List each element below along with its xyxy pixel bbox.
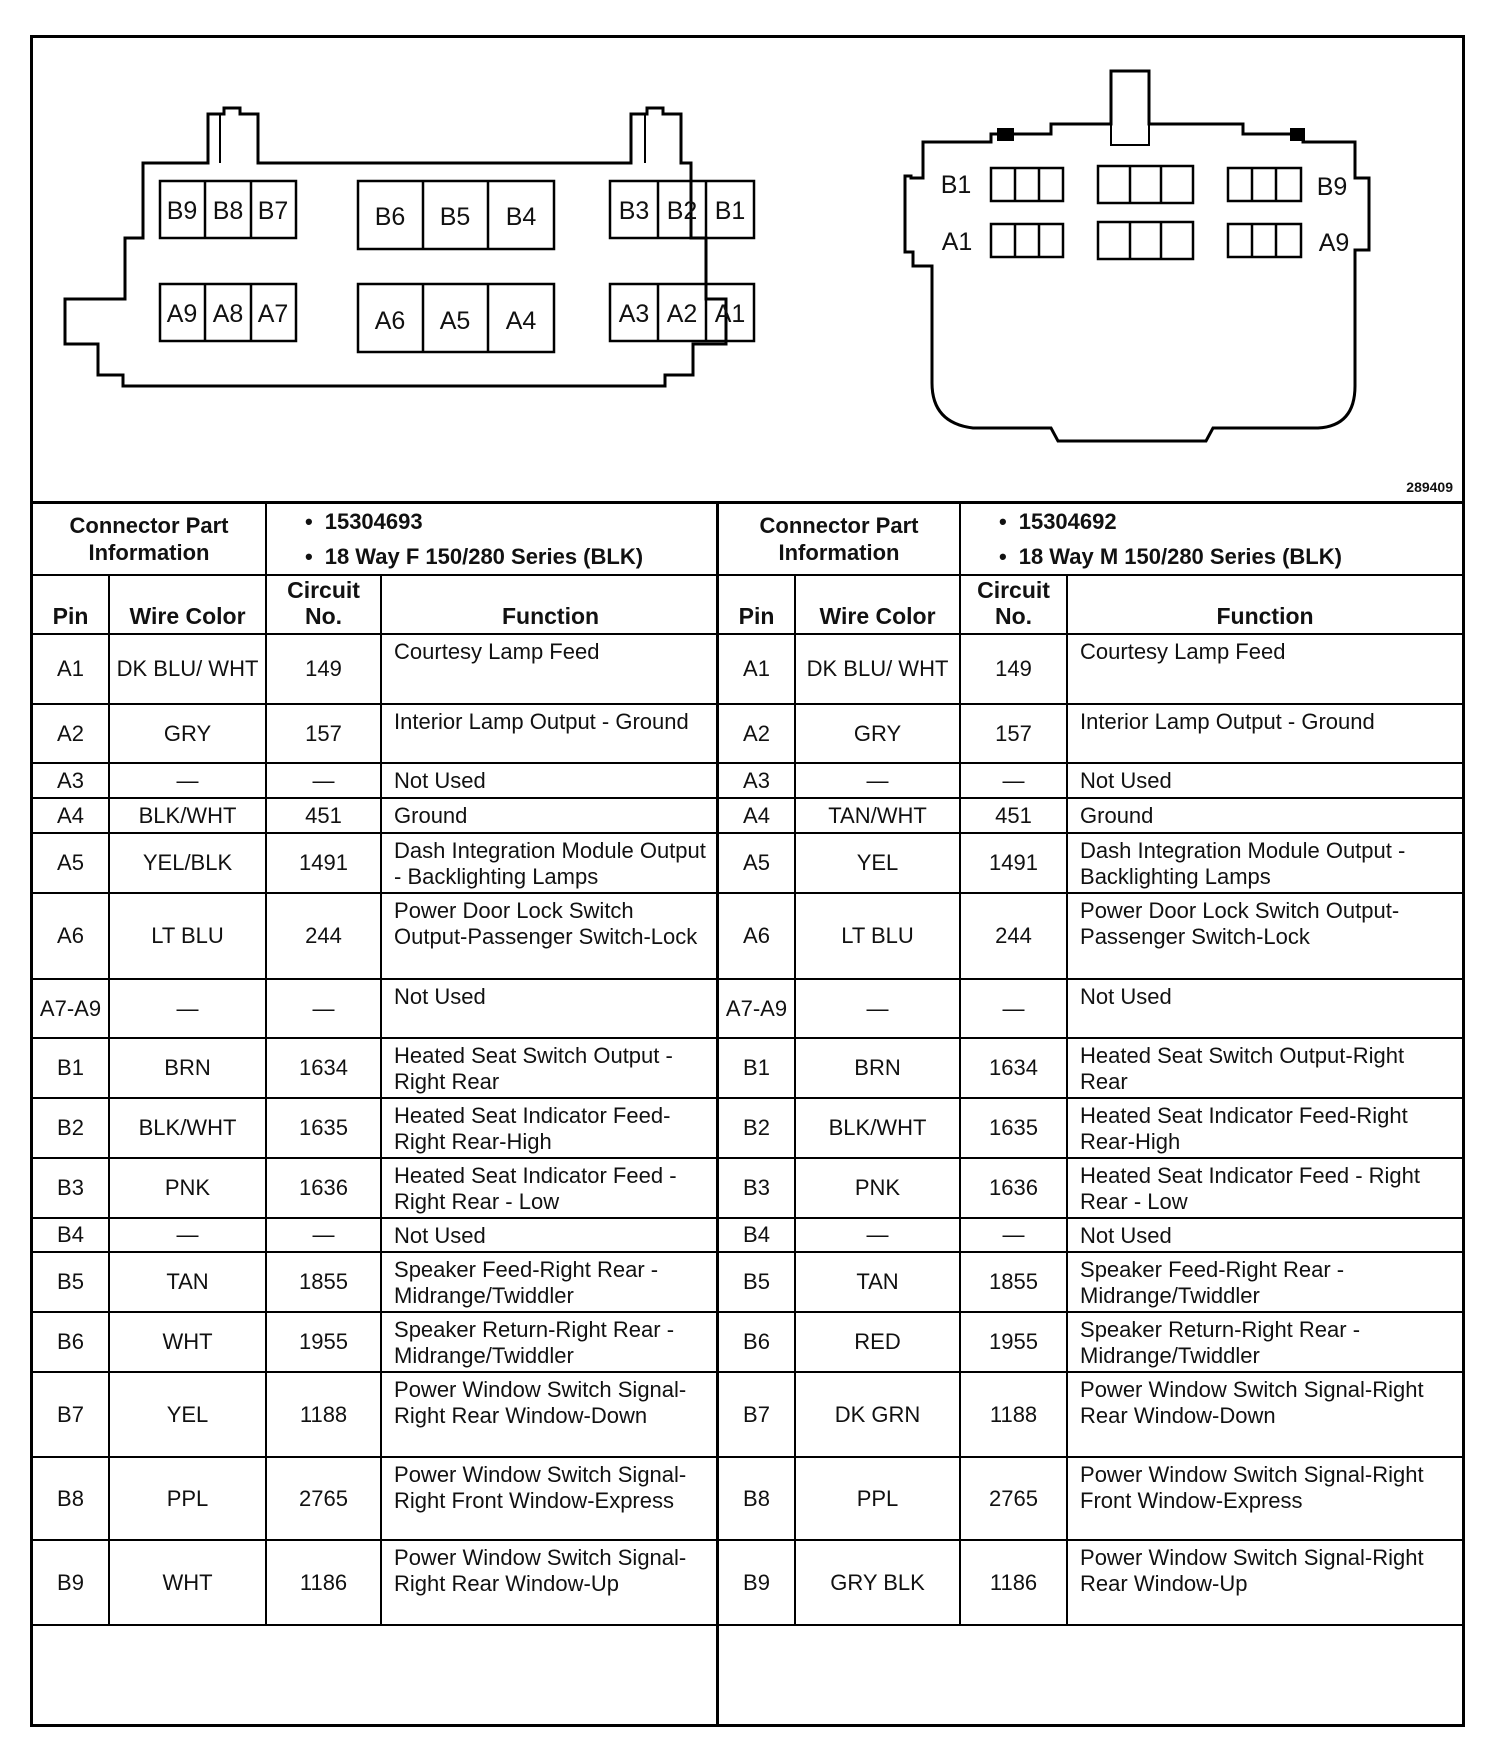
- circuit-cell: 1634: [960, 1038, 1067, 1098]
- table-row: [33, 1038, 719, 1098]
- table-row: [33, 1218, 719, 1252]
- wire-color-cell: TAN/WHT: [795, 798, 960, 833]
- circuit-cell: 1186: [960, 1540, 1067, 1625]
- left-connector-series: • 18 Way F 150/280 Series (BLK): [305, 539, 719, 574]
- pin-label-a4: A4: [505, 307, 537, 335]
- pin-label-b3: B3: [618, 197, 650, 225]
- male-label-a9: A9: [1318, 229, 1350, 257]
- wire-color-cell: WHT: [109, 1540, 266, 1625]
- male-cavity-row-a-mid: [1098, 222, 1193, 259]
- circuit-cell: 1188: [960, 1372, 1067, 1457]
- pin-cell: A4: [33, 798, 109, 833]
- wire-color-cell: —: [109, 763, 266, 798]
- right-connector-part-number: • 15304692: [999, 504, 1462, 539]
- pin-cell: B3: [33, 1158, 109, 1218]
- circuit-cell: 1955: [960, 1312, 1067, 1372]
- table-row: [33, 893, 719, 979]
- pin-cell: B9: [33, 1540, 109, 1625]
- pin-label-a6: A6: [374, 307, 406, 335]
- pin-label-b8: B8: [212, 197, 244, 225]
- pin-cell: B3: [719, 1158, 795, 1218]
- table-row: [719, 1252, 1462, 1312]
- figure-id: 289409: [1406, 479, 1453, 495]
- function-cell: Interior Lamp Output - Ground: [381, 704, 719, 763]
- right-function-header: Function: [1067, 575, 1462, 634]
- connector-drawings: [33, 38, 1462, 502]
- connector-diagram: [33, 38, 1462, 502]
- wire-color-cell: WHT: [109, 1312, 266, 1372]
- circuit-cell: —: [266, 1218, 381, 1252]
- pin-cell: A5: [33, 833, 109, 893]
- pin-cell: B1: [719, 1038, 795, 1098]
- circuit-cell: 2765: [266, 1457, 381, 1540]
- pin-cell: B5: [33, 1252, 109, 1312]
- wire-color-cell: PNK: [795, 1158, 960, 1218]
- pin-label-a5: A5: [439, 307, 471, 335]
- pin-label-b7: B7: [257, 197, 289, 225]
- wire-color-cell: PPL: [109, 1457, 266, 1540]
- table-row: [33, 798, 719, 833]
- wire-color-cell: LT BLU: [109, 893, 266, 979]
- table-row: [719, 798, 1462, 833]
- pin-cell: B8: [719, 1457, 795, 1540]
- function-cell: Not Used: [1067, 763, 1462, 798]
- circuit-cell: 1955: [266, 1312, 381, 1372]
- pin-cell: A7-A9: [33, 979, 109, 1038]
- circuit-cell: 157: [266, 704, 381, 763]
- function-cell: Ground: [381, 798, 719, 833]
- circuit-cell: 244: [960, 893, 1067, 979]
- pin-label-a1: A1: [714, 300, 746, 328]
- table-row: [719, 893, 1462, 979]
- pin-label-a2: A2: [666, 300, 698, 328]
- wire-color-cell: RED: [795, 1312, 960, 1372]
- circuit-cell: 451: [960, 798, 1067, 833]
- circuit-cell: 2765: [960, 1457, 1067, 1540]
- wire-color-cell: BRN: [109, 1038, 266, 1098]
- pin-cell: B7: [33, 1372, 109, 1457]
- function-cell: Heated Seat Indicator Feed-Right Rear-High: [1067, 1098, 1462, 1158]
- table-row: [719, 1372, 1462, 1457]
- left-circuit-header: Circuit No.: [266, 575, 381, 634]
- pin-label-a3: A3: [618, 300, 650, 328]
- circuit-cell: 1636: [266, 1158, 381, 1218]
- table-row: [33, 1540, 719, 1625]
- table-row: [33, 979, 719, 1038]
- circuit-cell: —: [960, 979, 1067, 1038]
- left-connector-info-label: Connector Part Information: [33, 504, 266, 575]
- wire-color-cell: PPL: [795, 1457, 960, 1540]
- pin-cell: B4: [719, 1218, 795, 1252]
- pin-cell: B6: [33, 1312, 109, 1372]
- table-row: [719, 1218, 1462, 1252]
- table-row: [719, 833, 1462, 893]
- pin-cell: A1: [33, 634, 109, 704]
- pin-cell: B6: [719, 1312, 795, 1372]
- pin-cell: B5: [719, 1252, 795, 1312]
- wire-color-cell: —: [795, 979, 960, 1038]
- pin-label-b1: B1: [714, 197, 746, 225]
- pin-cell: B2: [719, 1098, 795, 1158]
- male-label-b9: B9: [1316, 173, 1348, 201]
- table-row: [33, 1312, 719, 1372]
- left-connector-outline: [65, 108, 726, 386]
- circuit-cell: 1855: [266, 1252, 381, 1312]
- left-function-header: Function: [381, 575, 719, 634]
- right-connector-info-row: [719, 504, 1462, 575]
- wire-color-cell: GRY BLK: [795, 1540, 960, 1625]
- function-cell: Heated Seat Indicator Feed - Right Rear - Low: [1067, 1158, 1462, 1218]
- right-connector-info-label: Connector Part Information: [719, 504, 960, 575]
- function-cell: Power Door Lock Switch Output-Passenger Switch-Lock: [1067, 893, 1462, 979]
- right-header-row: [719, 575, 1462, 634]
- circuit-cell: 149: [266, 634, 381, 704]
- wire-color-cell: TAN: [109, 1252, 266, 1312]
- pin-label-b4: B4: [505, 203, 537, 231]
- right-connector-series: • 18 Way M 150/280 Series (BLK): [999, 539, 1462, 574]
- male-cavity-row-b-left: [991, 168, 1063, 201]
- circuit-cell: —: [960, 1218, 1067, 1252]
- table-row: [33, 704, 719, 763]
- wire-color-cell: —: [795, 1218, 960, 1252]
- pin-cell: A5: [719, 833, 795, 893]
- pin-cell: A3: [33, 763, 109, 798]
- pin-label-b6: B6: [374, 203, 406, 231]
- function-cell: Speaker Return-Right Rear - Midrange/Twiddler: [1067, 1312, 1462, 1372]
- function-cell: Heated Seat Switch Output-Right Rear: [1067, 1038, 1462, 1098]
- pin-label-a9: A9: [166, 300, 198, 328]
- wire-color-cell: —: [109, 979, 266, 1038]
- table-row: [33, 1252, 719, 1312]
- pin-cell: B2: [33, 1098, 109, 1158]
- pin-cell: B4: [33, 1218, 109, 1252]
- pin-label-a7: A7: [257, 300, 289, 328]
- wire-color-cell: GRY: [795, 704, 960, 763]
- function-cell: Power Window Switch Signal-Right Rear Window-Up: [381, 1540, 719, 1625]
- wire-color-cell: GRY: [109, 704, 266, 763]
- wire-color-cell: BLK/WHT: [795, 1098, 960, 1158]
- circuit-cell: 1188: [266, 1372, 381, 1457]
- table-row: [719, 634, 1462, 704]
- right-wire-color-header: Wire Color: [795, 575, 960, 634]
- function-cell: Interior Lamp Output - Ground: [1067, 704, 1462, 763]
- wire-color-cell: PNK: [109, 1158, 266, 1218]
- wire-color-cell: —: [109, 1218, 266, 1252]
- male-cavity-row-a-right: [1228, 224, 1301, 257]
- circuit-cell: 157: [960, 704, 1067, 763]
- pin-label-b5: B5: [439, 203, 471, 231]
- pin-label-a8: A8: [212, 300, 244, 328]
- pin-cell: A7-A9: [719, 979, 795, 1038]
- function-cell: Not Used: [1067, 1218, 1462, 1252]
- function-cell: Power Window Switch Signal-Right Front Window-Express: [1067, 1457, 1462, 1540]
- function-cell: Speaker Feed-Right Rear - Midrange/Twiddler: [1067, 1252, 1462, 1312]
- table-row: [719, 1158, 1462, 1218]
- table-row: [33, 1158, 719, 1218]
- function-cell: Power Window Switch Signal-Right Rear Window-Down: [381, 1372, 719, 1457]
- male-cavity-row-b-mid: [1098, 166, 1193, 203]
- male-cavity-row-a-left: [991, 224, 1063, 257]
- right-circuit-header: Circuit No.: [960, 575, 1067, 634]
- right-connector-info-bullets: [960, 504, 1462, 575]
- pinout-tables: [33, 501, 1462, 1724]
- table-row: [719, 1457, 1462, 1540]
- function-cell: Not Used: [381, 1218, 719, 1252]
- circuit-cell: 1491: [266, 833, 381, 893]
- wire-color-cell: YEL/BLK: [109, 833, 266, 893]
- pin-cell: A3: [719, 763, 795, 798]
- function-cell: Not Used: [381, 763, 719, 798]
- male-label-b1: B1: [940, 171, 972, 199]
- pin-label-b2: B2: [666, 197, 698, 225]
- table-row: [719, 979, 1462, 1038]
- circuit-cell: 149: [960, 634, 1067, 704]
- circuit-cell: 451: [266, 798, 381, 833]
- function-cell: Power Door Lock Switch Output-Passenger Switch-Lock: [381, 893, 719, 979]
- table-row: [719, 1540, 1462, 1625]
- wire-color-cell: TAN: [795, 1252, 960, 1312]
- function-cell: Power Window Switch Signal-Right Rear Window-Down: [1067, 1372, 1462, 1457]
- function-cell: Dash Integration Module Output - Backlighting Lamps: [1067, 833, 1462, 893]
- pin-cell: A2: [33, 704, 109, 763]
- pin-cell: A6: [719, 893, 795, 979]
- table-row: [719, 704, 1462, 763]
- connector-sheet: [30, 35, 1465, 1727]
- function-cell: Ground: [1067, 798, 1462, 833]
- function-cell: Heated Seat Indicator Feed - Right Rear - Low: [381, 1158, 719, 1218]
- pin-cell: B9: [719, 1540, 795, 1625]
- circuit-cell: 1636: [960, 1158, 1067, 1218]
- pin-cell: B7: [719, 1372, 795, 1457]
- circuit-cell: 1635: [960, 1098, 1067, 1158]
- latch-tab-left: [997, 128, 1014, 141]
- function-cell: Speaker Return-Right Rear - Midrange/Twiddler: [381, 1312, 719, 1372]
- table-row: [33, 1372, 719, 1457]
- table-row: [33, 763, 719, 798]
- latch-tab-right: [1290, 128, 1305, 141]
- male-cavity-row-b-right: [1228, 168, 1301, 201]
- function-cell: Not Used: [381, 979, 719, 1038]
- wire-color-cell: YEL: [795, 833, 960, 893]
- left-pin-header: Pin: [33, 575, 109, 634]
- pin-label-b9: B9: [166, 197, 198, 225]
- circuit-cell: —: [266, 979, 381, 1038]
- wire-color-cell: YEL: [109, 1372, 266, 1457]
- left-pinout-table: [33, 504, 719, 1724]
- wire-color-cell: LT BLU: [795, 893, 960, 979]
- circuit-cell: 1634: [266, 1038, 381, 1098]
- circuit-cell: 1186: [266, 1540, 381, 1625]
- table-row: [719, 1098, 1462, 1158]
- table-row: [719, 763, 1462, 798]
- left-connector-info-bullets: [266, 504, 719, 575]
- function-cell: Speaker Feed-Right Rear - Midrange/Twiddler: [381, 1252, 719, 1312]
- wire-color-cell: BLK/WHT: [109, 1098, 266, 1158]
- function-cell: Not Used: [1067, 979, 1462, 1038]
- function-cell: Dash Integration Module Output - Backlighting Lamps: [381, 833, 719, 893]
- wire-color-cell: DK BLU/ WHT: [795, 634, 960, 704]
- circuit-cell: 1491: [960, 833, 1067, 893]
- right-pin-header: Pin: [719, 575, 795, 634]
- left-wire-color-header: Wire Color: [109, 575, 266, 634]
- pin-cell: A1: [719, 634, 795, 704]
- wire-color-cell: —: [795, 763, 960, 798]
- function-cell: Courtesy Lamp Feed: [381, 634, 719, 704]
- left-connector-info-row: [33, 504, 719, 575]
- pin-cell: A6: [33, 893, 109, 979]
- circuit-cell: 244: [266, 893, 381, 979]
- table-row: [33, 833, 719, 893]
- circuit-cell: 1855: [960, 1252, 1067, 1312]
- wire-color-cell: DK GRN: [795, 1372, 960, 1457]
- table-row: [719, 1038, 1462, 1098]
- wire-color-cell: BRN: [795, 1038, 960, 1098]
- circuit-cell: —: [266, 763, 381, 798]
- function-cell: Heated Seat Indicator Feed-Right Rear-High: [381, 1098, 719, 1158]
- function-cell: Heated Seat Switch Output -Right Rear: [381, 1038, 719, 1098]
- pin-cell: B8: [33, 1457, 109, 1540]
- table-row: [33, 1098, 719, 1158]
- left-header-row: [33, 575, 719, 634]
- function-cell: Courtesy Lamp Feed: [1067, 634, 1462, 704]
- wire-color-cell: BLK/WHT: [109, 798, 266, 833]
- table-row: [719, 1312, 1462, 1372]
- circuit-cell: —: [960, 763, 1067, 798]
- left-connector-part-number: • 15304693: [305, 504, 719, 539]
- function-cell: Power Window Switch Signal-Right Front Window-Express: [381, 1457, 719, 1540]
- circuit-cell: 1635: [266, 1098, 381, 1158]
- pin-cell: A2: [719, 704, 795, 763]
- table-row: [33, 1457, 719, 1540]
- right-pinout-table: [719, 504, 1462, 1724]
- pin-cell: B1: [33, 1038, 109, 1098]
- table-row: [33, 634, 719, 704]
- function-cell: Power Window Switch Signal-Right Rear Window-Up: [1067, 1540, 1462, 1625]
- wire-color-cell: DK BLU/ WHT: [109, 634, 266, 704]
- pin-cell: A4: [719, 798, 795, 833]
- male-label-a1: A1: [941, 228, 973, 256]
